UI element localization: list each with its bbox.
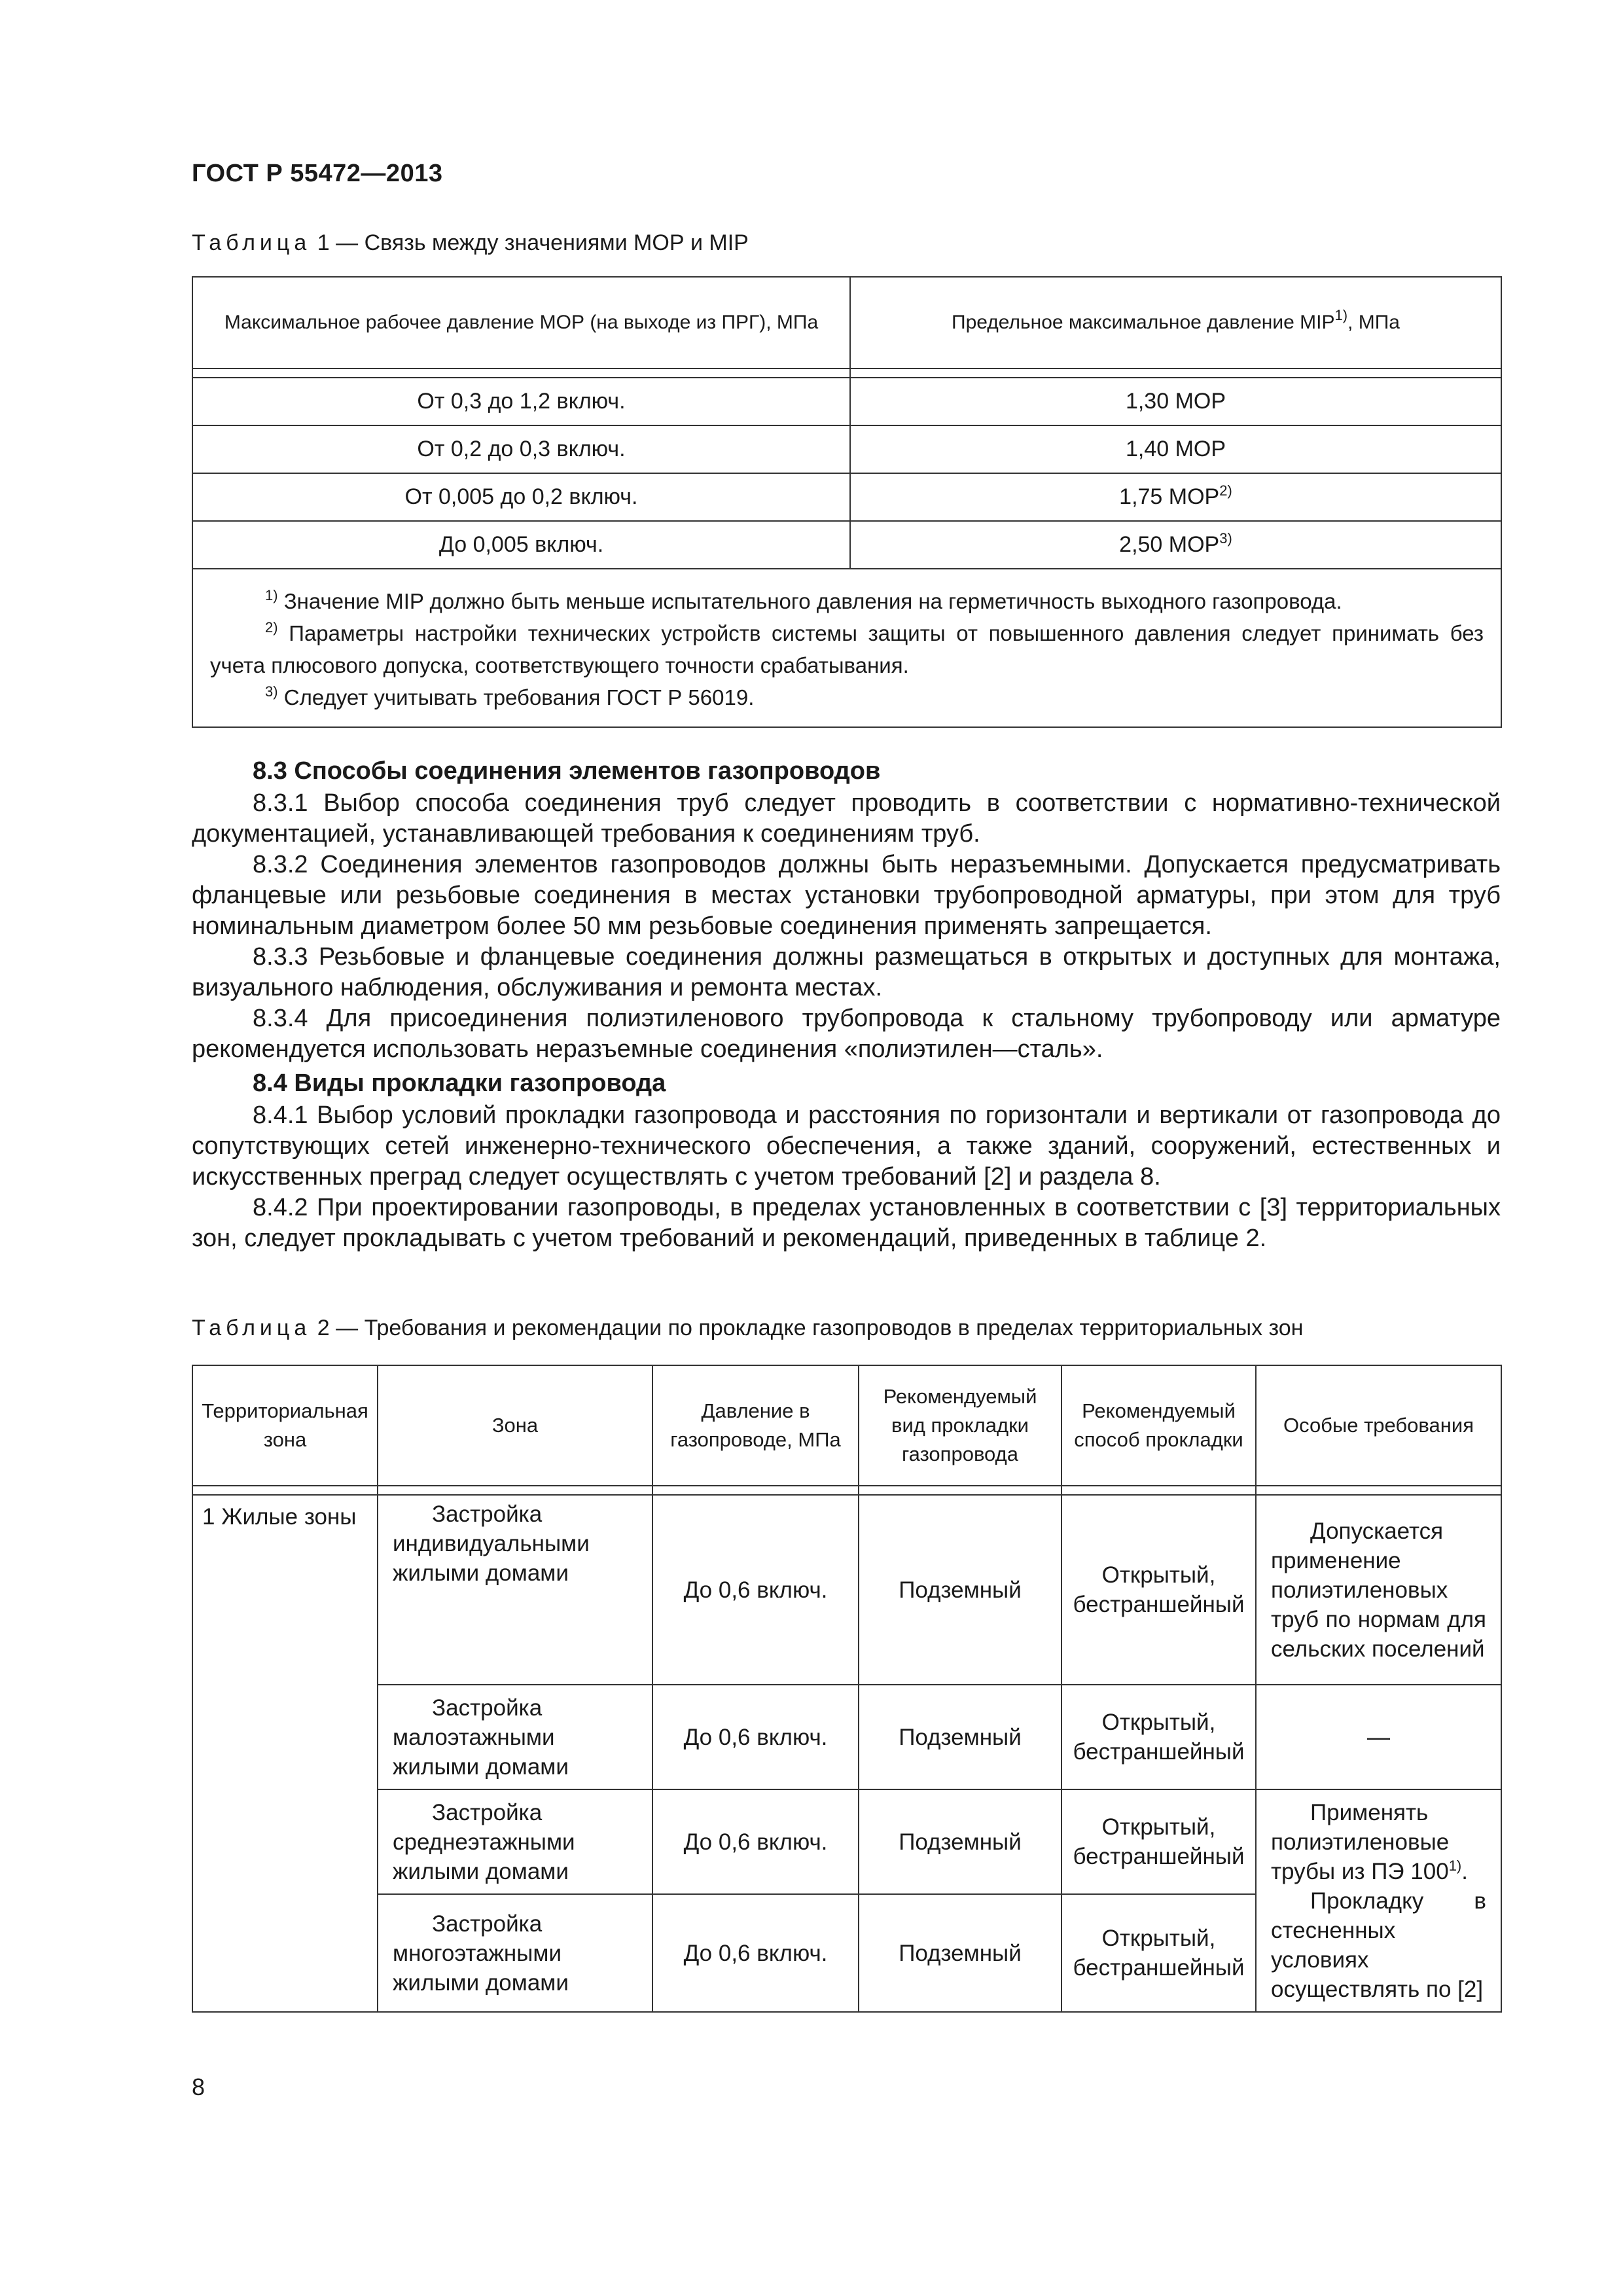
table-row: 1 Жилые зоны Застройка индивидуальными жилыми домами До 0,6 включ. Подземный Открытый, бестраншейный Допускается применение полиэтиленовых труб по нормам для сельских поселений <box>192 1495 1501 1685</box>
section-8-4-heading: 8.4 Виды прокладки газопровода <box>253 1069 666 1097</box>
table2-caption-prefix: Таблица <box>192 1316 312 1340</box>
table2-header-laying-method: Рекомендуемый способ прокладки <box>1061 1365 1256 1486</box>
table-row: Застройка среднеэтажными жилыми домами До 0,6 включ. Подземный Открытый, бестраншейный Применять полиэтиленовые трубы из ПЭ 100$^{1)}$. Прокладку в стесненных условиях осуществлять по [2] <box>192 1789 1501 1894</box>
table2-header-territorial-zone: Территориальная зона <box>192 1365 378 1486</box>
body-text <box>192 754 1501 1254</box>
table2-header-pressure: Давление в газопроводе, МПа <box>652 1365 859 1486</box>
table2-caption-number: 2 <box>317 1316 330 1340</box>
paragraph-8-4-1: 8.4.1 Выбор условий прокладки газопровода и расстояния по горизонтали и вертикали от газопровода до сопутствующих сетей инженерно-технического обеспечения, а также зданий, сооружений, естественных и искусственных преград следует осуществлять с учетом требований [2] и раздела 8. <box>192 1102 1501 1191</box>
table1-note-3: $^{3)}$ Следует учитывать требования ГОСТ Р 56019. <box>265 683 755 709</box>
paragraph-8-3-3: 8.3.3 Резьбовые и фланцевые соединения должны размещаться в открытых и доступных для монтажа, визуального наблюдения, обслуживания и ремонта местах. <box>192 943 1501 1001</box>
table-row: От 0,3 до 1,2 включ. 1,30 МОР <box>192 378 1501 425</box>
section-8-3-heading: 8.3 Способы соединения элементов газопроводов <box>253 757 881 785</box>
table2-header-special: Особые требования <box>1256 1365 1501 1486</box>
page-number: 8 <box>192 2073 205 2100</box>
table1-caption <box>192 230 749 256</box>
table-row: От 0,2 до 0,3 включ. 1,40 МОР <box>192 425 1501 473</box>
table2-caption <box>192 1316 1303 1341</box>
table1-caption-title: — Связь между значениями МОР и MIP <box>336 230 749 255</box>
table1-header-mip: Предельное максимальное давление MIP$^{1)}$, МПа <box>850 277 1501 368</box>
document-code: ГОСТ Р 55472—2013 <box>192 160 443 187</box>
table1-caption-prefix: Таблица <box>192 230 312 255</box>
table1-note-2: $^{2)}$ Параметры настройки технических устройств системы защиты от повышенного давления следует принимать без учета плюсового допуска, соответствующего точности срабатывания. <box>210 619 1484 677</box>
table1-caption-number: 1 <box>317 230 330 255</box>
table2-header-zone: Зона <box>378 1365 652 1486</box>
paragraph-8-3-1: 8.3.1 Выбор способа соединения труб следует проводить в соответствии с нормативно-технической документацией, устанавливающей требования к соединениям труб. <box>192 789 1501 848</box>
table-row: Застройка многоэтажными жилыми домами До 0,6 включ. Подземный Открытый, бестраншейный <box>192 1894 1501 2012</box>
paragraph-8-3-2: 8.3.2 Соединения элементов газопроводов должны быть неразъемными. Допускается предусматривать фланцевые или резьбовые соединения в местах установки трубопроводной арматуры, при этом для труб номинальным диаметром более 50 мм резьбовые соединения применять запрещается. <box>192 851 1501 940</box>
table1-note-1: $^{1)}$ Значение MIP должно быть меньше испытательного давления на герметичность выходного газопровода. <box>265 587 1342 613</box>
table2-territorial-zone: 1 Жилые зоны <box>192 1495 378 2012</box>
paragraph-8-4-2: 8.4.2 При проектировании газопроводы, в пределах установленных в соответствии с [3] территориальных зон, следует прокладывать с учетом требований и рекомендаций, приведенных в таблице 2. <box>192 1194 1501 1252</box>
table-row: До 0,005 включ. 2,50 МОР$^{3)}$ <box>192 521 1501 569</box>
paragraph-8-3-4: 8.3.4 Для присоединения полиэтиленового трубопровода к стальному трубопроводу или арматуре рекомендуется использовать неразъемные соединения «полиэтилен—сталь». <box>192 1005 1501 1063</box>
table1 <box>192 276 1502 728</box>
table1-header-mop: Максимальное рабочее давление МОР (на выходе из ПРГ), МПа <box>192 277 850 368</box>
table2-header-laying-type: Рекомендуемый вид прокладки газопровода <box>859 1365 1061 1486</box>
table-row: Застройка малоэтажными жилыми домами До 0,6 включ. Подземный Открытый, бестраншейный — <box>192 1685 1501 1789</box>
table-row: От 0,005 до 0,2 включ. 1,75 МОР$^{2)}$ <box>192 473 1501 521</box>
table2-caption-title: — Требования и рекомендации по прокладке газопроводов в пределах территориальных зон <box>336 1316 1304 1340</box>
table1-notes <box>192 569 1501 727</box>
table2 <box>192 1365 1502 2013</box>
